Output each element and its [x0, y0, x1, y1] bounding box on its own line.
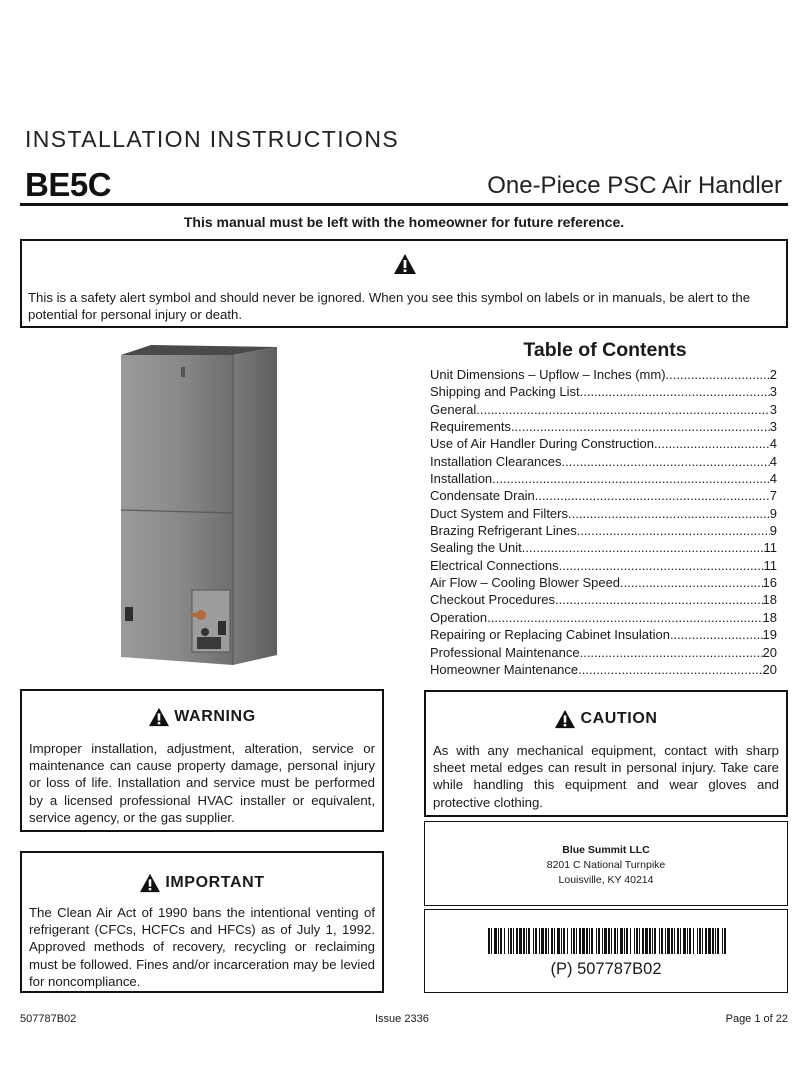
toc-entry[interactable]: Air Flow – Cooling Blower Speed ..... 16: [430, 574, 777, 591]
homeowner-notice: This manual must be left with the homeowner for future reference.: [183, 214, 625, 230]
product-name: One-Piece PSC Air Handler: [487, 172, 782, 199]
toc-entry[interactable]: Condensate Drain ..... 7: [430, 487, 777, 504]
company-address-box: [424, 821, 788, 906]
address-line-1: 8201 C National Turnpike: [546, 859, 666, 871]
document-type: INSTALLATION INSTRUCTIONS: [25, 126, 400, 152]
toc-entry[interactable]: General ..... 3: [430, 401, 777, 418]
toc-entry[interactable]: Duct System and Filters ..... 9: [430, 505, 777, 522]
barcode-box: [424, 909, 788, 993]
toc-entry[interactable]: Installation ..... 4: [430, 470, 777, 487]
toc-title: Table of Contents: [523, 339, 687, 361]
toc-entry[interactable]: Operation ..... 18: [430, 609, 777, 626]
title-divider: [20, 203, 788, 206]
safety-alert-text: This is a safety alert symbol and should never be ignored. When you see this symbol on labels or in manuals, be alert to the potential for personal injury or death.: [28, 290, 751, 322]
toc-entry[interactable]: Use of Air Handler During Construction ..... 4: [430, 435, 777, 452]
warning-triangle-icon: [139, 873, 161, 893]
table-of-contents: [430, 366, 777, 678]
barcode-text: (P) 507787B02: [550, 960, 662, 978]
footer-doc-number: 507787B02: [20, 1013, 77, 1025]
air-handler-unit-image: [115, 345, 285, 670]
warning-triangle-icon: [554, 709, 576, 729]
caution-text: As with any mechanical equipment, contact with sharp sheet metal edges can result in personal injury. Take care while handling this equipment and wear gloves and protective clothing.: [433, 743, 779, 810]
warning-triangle-icon: [393, 253, 417, 275]
footer-page-number: Page 1 of 22: [725, 1013, 788, 1025]
warning-triangle-icon: [148, 707, 170, 727]
important-box: [20, 851, 384, 993]
toc-entry[interactable]: Checkout Procedures ..... 18: [430, 591, 777, 608]
toc-entry[interactable]: Electrical Connections ..... 11: [430, 557, 777, 574]
toc-entry[interactable]: Unit Dimensions – Upflow – Inches (mm) ..... 2: [430, 366, 777, 383]
warning-text: Improper installation, adjustment, alteration, service or maintenance can cause property damage, personal injury or loss of life. Installation and service must be performed by a licensed professional HVAC installer or equivalent, service agency, or the gas supplier.: [29, 741, 375, 825]
barcode-icon: [488, 928, 726, 954]
important-heading: IMPORTANT: [165, 874, 265, 891]
warning-box: [20, 689, 384, 832]
company-name: Blue Summit LLC: [562, 844, 650, 856]
toc-entry[interactable]: Sealing the Unit ..... 11: [430, 539, 777, 556]
model-number: BE5C: [25, 166, 112, 203]
toc-entry[interactable]: Brazing Refrigerant Lines ..... 9: [430, 522, 777, 539]
caution-box: [424, 690, 788, 817]
toc-entry[interactable]: Requirements ..... 3: [430, 418, 777, 435]
important-text: The Clean Air Act of 1990 bans the intentional venting of refrigerant (CFCs, HCFCs and HFCs) as of July 1, 1992. Approved methods of recovery, recycling or reclaiming must be followed. Fines and/or incarceration may be levied for noncompliance.: [29, 905, 375, 989]
footer-issue: Issue 2336: [375, 1013, 429, 1025]
toc-entry[interactable]: Installation Clearances ..... 4: [430, 453, 777, 470]
toc-entry[interactable]: Professional Maintenance ..... 20: [430, 644, 777, 661]
warning-heading: WARNING: [174, 708, 256, 725]
address-line-2: Louisville, KY 40214: [558, 874, 654, 886]
toc-entry[interactable]: Homeowner Maintenance ..... 20: [430, 661, 777, 678]
toc-entry[interactable]: Shipping and Packing List ..... 3: [430, 383, 777, 400]
caution-heading: CAUTION: [580, 710, 658, 727]
safety-alert-box: [20, 239, 788, 328]
toc-entry[interactable]: Repairing or Replacing Cabinet Insulation ..... 19: [430, 626, 777, 643]
